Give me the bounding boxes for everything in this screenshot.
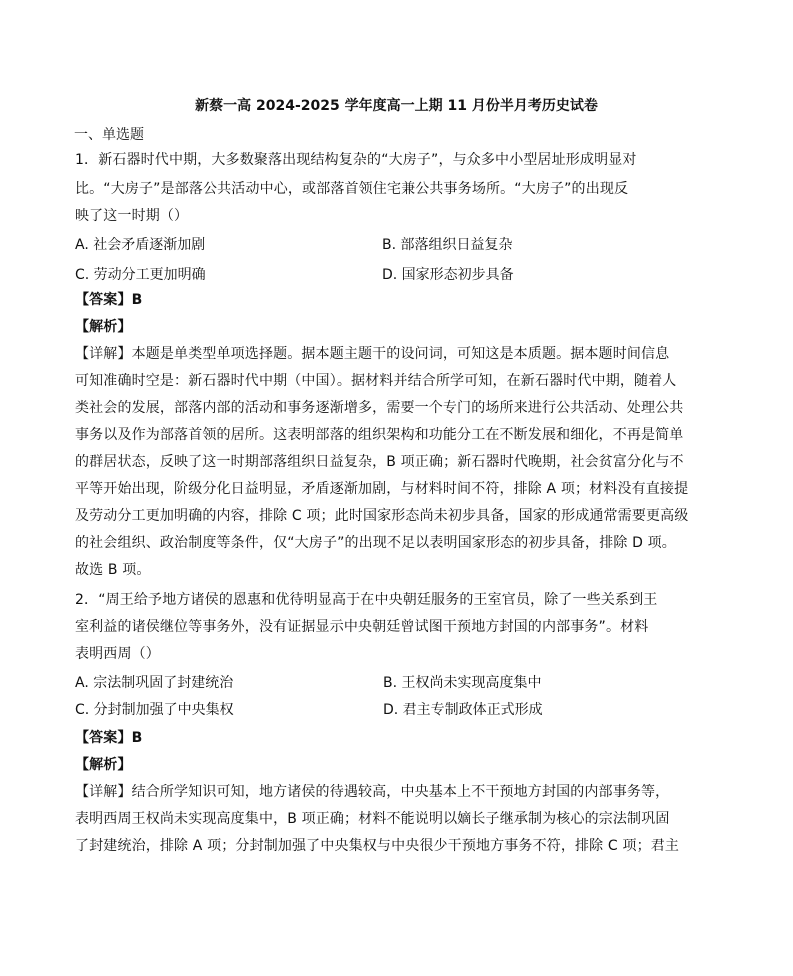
section-heading: 一、单选题 [74, 127, 144, 143]
q1-detail-line: 事务以及作为部落首领的居所。这表明部落的组织架构和功能分工在不断发展和细化，不再是简单 [75, 427, 684, 443]
q2-detail-line: 了封建统治，排除 A 项；分封制加强了中央集权与中央很少干预地方事务不符，排除 C 项；君主 [75, 838, 680, 854]
q1-option-a: A. 社会矛盾逐渐加剧 [75, 237, 206, 253]
q2-detail-line: 【详解】结合所学知识可知，地方诸侯的待遇较高，中央基本上不干预地方封国的内部事务等， [75, 784, 670, 800]
q2-detail-line: 表明西周王权尚未实现高度集中，B 项正确；材料不能说明以嫡长子继承制为核心的宗法制巩固 [75, 811, 670, 827]
q1-option-b: B. 部落组织日益复杂 [382, 237, 513, 253]
q1-option-d: D. 国家形态初步具备 [382, 267, 514, 283]
q1-detail-line: 类社会的发展，部落内部的活动和事务逐渐增多，需要一个专门的场所来进行公共活动、处理公共 [75, 400, 684, 416]
exam-title: 新蔡一高 2024-2025 学年度高一上期 11 月份半月考历史试卷 [195, 98, 598, 114]
q1-stem-line: 比。“大房子”是部落公共活动中心，或部落首领住宅兼公共事务场所。“大房子”的出现反 [75, 181, 629, 197]
q1-stem-line: 1．新石器时代中期，大多数聚落出现结构复杂的“大房子”，与众多中小型居址形成明显对 [75, 152, 637, 168]
q2-stem-line: 室利益的诸侯继位等事务外，没有证据显示中央朝廷曾试图干预地方封国的内部事务”。材料 [75, 619, 649, 635]
q2-option-c: C. 分封制加强了中央集权 [75, 702, 234, 718]
q1-detail-line: 平等开始出现，阶级分化日益明显，矛盾逐渐加剧，与材料时间不符，排除 A 项；材料没有直接提 [75, 481, 689, 497]
q1-option-c: C. 劳动分工更加明确 [75, 267, 206, 283]
q2-stem-line: 2．“周王给予地方诸侯的恩惠和优待明显高于在中央朝廷服务的王室官员，除了一些关系到王 [75, 592, 658, 608]
q1-stem-line: 映了这一时期（） [75, 208, 189, 224]
q2-answer: 【答案】B [75, 730, 143, 746]
q1-detail-line: 及劳动分工更加明确的内容，排除 C 项；此时国家形态尚未初步具备，国家的形成通常需要更高级 [75, 508, 689, 524]
q1-detail-line: 的群居状态，反映了这一时期部落组织日益复杂，B 项正确；新石器时代晚期，社会贫富分化与不 [75, 454, 684, 470]
q1-detail-line: 【详解】本题是单类型单项选择题。据本题主题干的设问词，可知这是本质题。据本题时间信息 [75, 346, 670, 362]
q1-answer: 【答案】B [75, 292, 143, 308]
q1-detail-line: 可知准确时空是：新石器时代中期（中国）。据材料并结合所学可知，在新石器时代中期，随着人 [75, 373, 677, 389]
q2-option-a: A. 宗法制巩固了封建统治 [75, 675, 234, 691]
q1-analysis-label: 【解析】 [75, 319, 132, 335]
q2-option-b: B. 王权尚未实现高度集中 [383, 675, 542, 691]
q1-detail-line: 的社会组织、政治制度等条件，仅“大房子”的出现不足以表明国家形态的初步具备，排除 D 项。 [75, 535, 676, 551]
q1-detail-line: 故选 B 项。 [75, 562, 151, 578]
q2-analysis-label: 【解析】 [75, 757, 132, 773]
q2-option-d: D. 君主专制政体正式形成 [383, 702, 543, 718]
q2-stem-line: 表明西周（） [75, 646, 160, 662]
